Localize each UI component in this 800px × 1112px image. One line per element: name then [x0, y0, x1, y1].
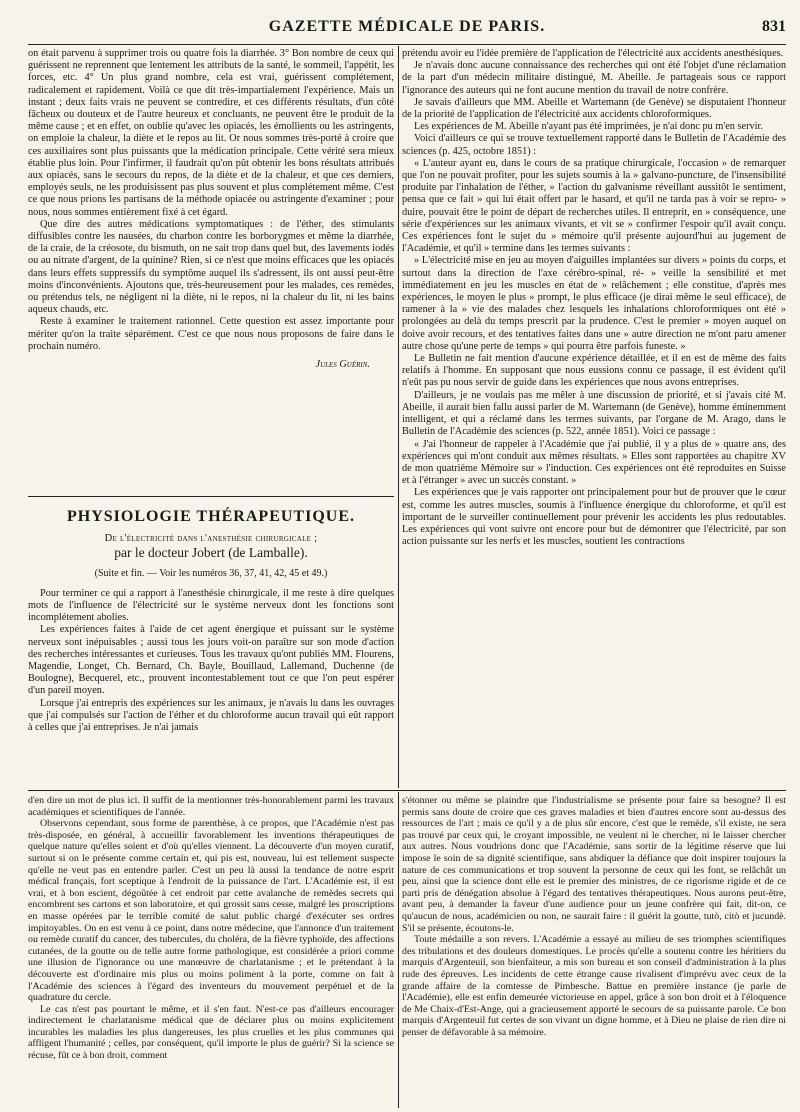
paragraph: Le cas n'est pas pourtant le même, et il s'en faut. N'est-ce pas d'ailleurs encourager indirectement le charlatanisme médical que de déclarer plus ou moins explicitement incurables les maladies les plus dangereuses, les plus cruelles et les plus communes qui affligent l'humanité ; celles, par conséquent, qu'il importe le plus de guérir? Si la science se récuse, fût ce à bon droit, comment — [28, 1003, 394, 1062]
paragraph: Lorsque j'ai entrepris des expériences sur les animaux, je n'avais lu dans les ouvrages que j'ai compulsés sur l'action de l'éther et du chloroforme aucun travail qui eût rapport à celles que j'ai entreprises. Je n'ai jamais — [28, 697, 394, 734]
page-number: 831 — [762, 18, 786, 35]
paragraph: Les expériences faites à l'aide de cet agent énergique et puissant sur le système nerveux sont inépuisables ; aussi tous les jours voit-on paraître sur son mode d'action des recherches intéressantes et curieuses. Tous les travaux qu'ont publiés MM. Flourens, Magendie, Longet, Ch. Bernard, Ch. Bayle, Bouillaud, Lallemand, Duchenne (de Boulogne), Becquerel, etc., prouvent incontestablement tout ce que l'on peut espérer d'un pareil moyen. — [28, 624, 394, 697]
paragraph: Les expériences de M. Abeille n'ayant pas été imprimées, je n'ai donc pu m'en servir. — [414, 121, 763, 133]
column-right-top — [402, 48, 786, 786]
column-right-bottom — [402, 795, 786, 1105]
page-header — [28, 18, 786, 40]
column-left-top — [28, 48, 394, 498]
paragraph: Observons cependant, sous forme de parenthèse, à ce propos, que l'Académie n'est pas très-disposée, en général, à accueillir favorablement les inventions thérapeutiques de quelque nature qu'elles soient et d'où qu'elles viennent. La découverte d'un moyen curatif, surtout si on le présente comme certain et, qui pis est, nouveau, lui est tellement suspecte qu'elle ne veut pas en entendre parler. C'est un peu là aussi la tendance de notre esprit médical français, fort sceptique à l'endroit de la puissance de l'art. L'Académie est, il est vrai, et à bon escient, dégoûtée à cet endroit par cette avalanche de remèdes secrets qui encombrent ses cartons et son laboratoire, et qui grossit sans cesse, malgré les proscriptions en masse opérées par le terrible comité de salut public chargé d'exécuter ses ordres impitoyables. On en est venu à ce point, dans notre médecine, que l'annonce d'un traitement ou remède curatif du cancer, des tubercules, du choléra, de la fièvre typhoïde, des affections cutanées, de la goutte ou de telle autre forme pathologique, est considérée a priori comme une illusion de l'ignorance ou une manœuvre de charlatanisme ; et le prétendant à la découverte est d'ordinaire mis plus ou moins poliment à la porte, comme on fait à l'Académie des sciences à l'égard des inventeurs du mouvement perpétuel et de la quadrature du cercle. — [28, 818, 394, 1004]
paragraph: Je n'avais donc aucune connaissance des recherches qui ont été l'objet d'une réclamation de la part d'un médecin militaire distingué, M. Abeille. Je partageais sous ce rapport l'ignorance des auteurs qui ne font aucune mention du travail de notre confrère. — [402, 60, 786, 96]
paragraph: s'étonner ou même se plaindre que l'industrialisme se présente pour faire sa besogne? Il est permis sans doute de croire que ces graves maladies et bien d'autres encore sont au-dessus des ressources de l'art ; mais ce qu'il y a de plus sûr encore, c'est que le remède, s'il existe, ne sera pas trouvé par ceux qui, le croyant impossible, ne veulent ni le chercher, ni le laisser chercher aux autres. Nous voudrions donc que l'Académie, sans sortir de la légitime réserve que lui impose le soin de sa dignité scientifique, sans abdiquer la défiance que doit inspirer toujours la nature de ces communications et trop souvent la personne de ceux qui les font, se relâchât un peu, ainsi que la science dont elle est le premier des ministres, de ce rigorisme rigide et de ce parti pris de dénégation absolue à l'égard des tentatives thérapeutiques. Nous aurons peut-être, avant peu, à demander la faveur d'une audience pour un jeune confrère qui fait, dit-on, ce qu'aucun de nous, académicien ou non, ne saurait faire : il guérit la goutte, tutò, citò et jucundè. S'il se présente, écoutons-le. — [402, 795, 786, 934]
article-title: PHYSIOLOGIE THÉRAPEUTIQUE. — [67, 508, 355, 525]
article-subtitle: De l'électricité dans l'anesthésie chirurgicale ; — [104, 533, 318, 545]
column-divider-bottom — [398, 792, 399, 1108]
paragraph: Voici d'ailleurs ce qui se trouve textuellement rapporté dans le Bulletin de l'Académie des sciences (p. 425, octobre 1851) : — [402, 133, 786, 157]
section-rule — [28, 496, 394, 497]
column-divider-top — [398, 46, 399, 788]
header-rule — [28, 44, 786, 45]
column-left-bottom — [28, 795, 394, 1105]
quote-paragraph: « L'auteur ayant eu, dans le cours de sa pratique chirurgicale, l'occasion » de remarquer que l'on ne pouvait profiter, pour les sujets soumis à la » galvano-puncture, de l'insensibilité produite par l'inhalation de l'éther, » l'action du galvanisme réveillant aussitôt le sentiment, pensa que ce fait » qui lui était offert par le hasard, et qu'il ne tarda pas à voir se repro- » duire, pouvait être le point de départ de recherches utiles. Il entreprit, en » conséquence, une série d'expériences sur les animaux vivants, et vit se » confirmer l'espoir qu'il avait conçu. Ces expériences font le sujet du » mémoire qu'il présente aujourd'hui au jugement de l'Académie, et qu'il » termine dans les termes suivants : — [402, 157, 786, 255]
paragraph: on était parvenu à supprimer trois ou quatre fois la diarrhée. 3° Bon nombre de ceux qui guérissent ne reprennent que lentement les attributs de la santé, le sommeil, l'appétit, les forces, etc. 4° Un plus grand nombre, cela est vrai, guérissent complétement, radicalement et rapidement. Voilà ce que dit très-impartialement l'expérience. Mais un instant ; deux faits vrais ne peuvent se contredire, et ces différents résultats, d'un côté fâcheux ou douteux et de l'autre heureux et concluants, ne peuvent être le produit de la même cause ; et en effet, on oublie qu'avec les opiacés, les émollients ou les astringents, on emploie la chaleur, la diète et le repos au lit. Or nous sommes très-porté à croire que ces auxiliaires sont plus puissants que la médication principale. Cette vérité sera mieux établie plus loin. Pour l'infirmer, il faudrait qu'on pût obtenir les bons résultats attribués aux opiacés, sans le secours du repos, de la diète et de la chaleur, et que ces derniers, employés seuls, ne les produisissent pas plus souvent et plus complétement même. C'est ce que nous prions les partisans de la méthode opiacée ou astringente d'examiner ; pour nous, nous sommes entièrement fixé à cet égard. — [28, 48, 394, 218]
paragraph: Pour terminer ce qui a rapport à l'anesthésie chirurgicale, il me reste à dire quelques mots de l'influence de l'électricité sur le système nerveux dont les fonctions sont incomplétement abolies. — [28, 587, 394, 624]
paragraph: Que dire des autres médications symptomatiques : de l'éther, des stimulants diffusibles contre les nausées, du charbon contre les borborygmes et même la diarrhée, de la craie, de la créosote, du bismuth, on ne sait trop dans quel but, des lavements iodés ou au nitrate d'argent, de la quinine? Rien, si ce n'est que moins efficaces que les opiacés dans leurs effets suppressifs du symptôme auquel ils s'adressent, ils ont aussi peut-être moins d'inconvénients. Ajoutons que, très-heureusement pour les malades, ces remèdes, ou prétendus tels, ne négligent ni la diète, ni le repos, ni la chaleur du lit, ni les bains aqueux chauds, etc. — [28, 218, 394, 316]
paragraph: prétendu avoir eu l'idée première de l'application de l'électricité aux accidents anesthésiques. — [402, 48, 784, 59]
column-left-article — [28, 503, 394, 786]
feuilleton-rule — [28, 790, 786, 791]
paragraph: Je savais d'ailleurs que MM. Abeille et Wartemann (de Genève) se disputaient l'honneur de la priorité de l'application de l'électricité aux accidents chloroformiques. — [402, 96, 786, 121]
journal-title: GAZETTE MÉDICALE DE PARIS. — [268, 18, 546, 35]
paragraph: Reste à examiner le traitement rationnel. Cette question est assez importante pour mériter qu'on la traite séparément. C'est ce que nous nous proposons de faire dans le prochain numéro. — [28, 316, 394, 352]
article-author: par le docteur Jobert (de Lamballe). — [114, 545, 308, 561]
paragraph: D'ailleurs, je ne voulais pas me mêler à une discussion de priorité, et si j'avais cité M. Abeille, il aurait bien fallu aussi parler de M. Wartemann (de Genève), homme éminemment intelligent, et qui a réclamé dans les termes suivants, par l'organe de M. Arago, dans le Bulletin de l'Académie des sciences (p. 522, année 1851). Voici ce passage : — [402, 389, 786, 438]
paragraph: Toute médaille a son revers. L'Académie a essayé au milieu de ses triomphes scientifiques des tribulations et des douleurs domestiques. Le procès qu'elle a soutenu contre les héritiers du marquis d'Argenteuil, son bienfaiteur, a mis son bureau et son conseil d'administration à la plus rude des épreuves. Les incidents de cette étrange cause rivalisent d'imprévu avec ceux de la grande affaire de la comtesse de Pimbesche. Battue en première instance (je parle de l'Académie), elle est enfin demeurée victorieuse en appel, grâce à son bon droit et à l'éloquence de Me Chaix-d'Est-Ange, qui a gracieusement apporté le secours de sa puissante parole. Ce bon marquis d'Argenteuil fut certes de son vivant un digne homme, et à Dieu ne plaise de rien dire ni penser de défavorable à sa mémoire. — [402, 934, 786, 1038]
quote-paragraph: » L'électricité mise en jeu au moyen d'aiguilles implantées sur divers » points du corps, et surtout dans la direction de l'axe cérébro-spinal, ré- » veille la sensibilité et met immédiatement en jeu les muscles en état de » relâchement ; elle constitue, d'après mes expériences, le moyen le plus » prompt, le plus efficace (je dirai même le seul efficace), de ramener à la » vie des malades chez lesquels les inhalations chloroformiques ont été » prolongées au delà du temps prescrit par la prudence. C'est le premier » moyen auquel on doive avoir recours, et des tentatives faites dans une » autre direction ne m'ont paru amener autre chose qu'une perte de temps » qui pourra être parfois funeste. » — [402, 255, 786, 352]
article-continuation-note: (Suite et fin. — Voir les numéros 36, 37, 41, 42, 45 et 49.) — [94, 567, 328, 579]
paragraph: Les expériences que je vais rapporter ont principalement pour but de prouver que le cœur est, comme les autres muscles, soumis à l'influence énergique du chloroforme, et qu'il est important de le surveiller continuellement pour prévenir les accidents les plus redoutables. Les expériences qui vont suivre ont encore pour but de démontrer que l'électricité, par son action puissante sur les nerfs et les muscles, soutient les contractions — [402, 487, 786, 548]
quote-paragraph: « J'ai l'honneur de rappeler à l'Académie que j'ai publié, il y a plus de » quatre ans, des expériences qui m'ont conduit aux mêmes résultats. » Elles sont rapportées au chapitre XV de mon quatrième Mémoire sur » l'induction. Ces expériences ont été reproduites en Suisse et à l'étranger » avec un succès constant. » — [402, 438, 786, 487]
paragraph: d'en dire un mot de plus ici. Il suffit de la mentionner très-honorablement parmi les travaux académiques et scientifiques de l'année. — [28, 795, 394, 818]
paragraph: Le Bulletin ne fait mention d'aucune expérience détaillée, et il en est de même des faits relatifs à l'homme. En supposant que nous eussions connu ce passage, il est évident qu'il n'eût pas pu nous servir de guide dans les expériences que nous avons entreprises. — [402, 353, 786, 389]
author-signature: Jules Guérin. — [315, 359, 370, 371]
